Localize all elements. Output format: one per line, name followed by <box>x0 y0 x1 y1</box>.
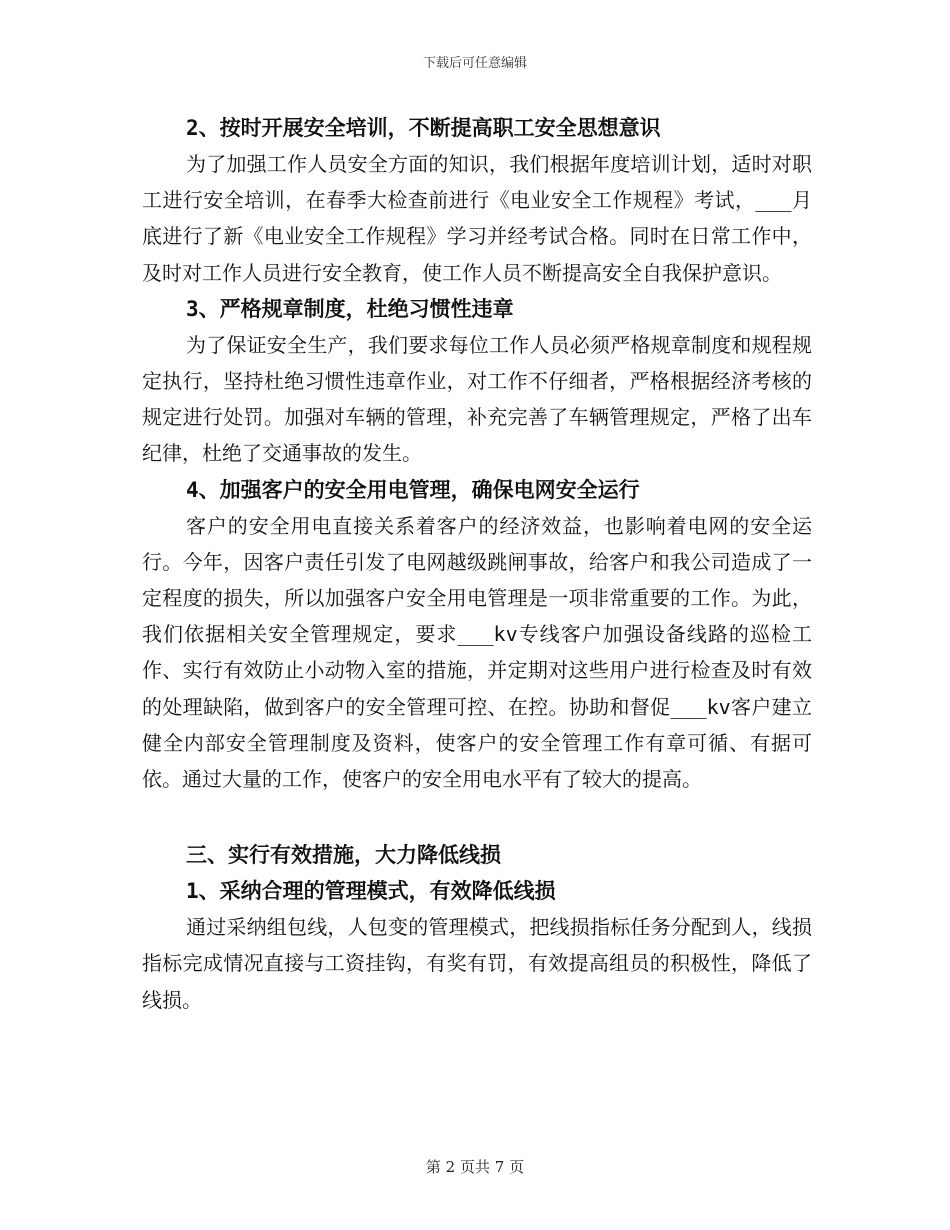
section-heading-3: 3、严格规章制度，杜绝习惯性违章 <box>186 296 514 321</box>
part-three-body: 通过采纳组包线，人包变的管理模式，把线损指标任务分配到人，线损指标完成情况直接与工资挂钩，有奖有罚，有效提高组员的积极性，降低了线损。 <box>142 915 812 1012</box>
page-footer: 第 2 页共 7 页 <box>425 1158 525 1176</box>
section-body-2: 为了加强工作人员安全方面的知识，我们根据年度培训计划，适时对职工进行安全培训，在春季大检查前进行《电业安全工作规程》考试，___月底进行了新《电业安全工作规程》学习并经考试合格。同时在日常工作中，及时对工作人员进行安全教育，使工作人员不断提高安全自我保护意识。 <box>142 152 812 285</box>
section-heading-2: 2、按时开展安全培训，不断提高职工安全思想意识 <box>186 116 661 140</box>
page-header: 下载后可任意编辑 <box>422 56 527 71</box>
section-body-3: 为了保证安全生产，我们要求每位工作人员必须严格规章制度和规程规定执行，坚持杜绝习惯性违章作业，对工作不仔细者，严格根据经济考核的规定进行处罚。加强对车辆的管理，补充完善了车辆管理规定，严格了出车纪律，杜绝了交通事故的发生。 <box>142 332 812 466</box>
section-heading-4: 4、加强客户的安全用电管理，确保电网安全运行 <box>186 477 640 502</box>
document-body <box>142 110 812 1018</box>
section-body-4: 客户的安全用电直接关系着客户的经济效益，也影响着电网的安全运行。今年，因客户责任引发了电网越级跳闸事故，给客户和我公司造成了一定程度的损失，所以加强客户安全用电管理是一项非常重要的工作。为此，我们依据相关安全管理规定，要求___kv专线客户加强设备线路的巡检工作、实行有效防止小动物入室的措施，并定期对这些用户进行检查及时有效的处理缺陷，做到客户的安全管理可控、在控。协助和督促___kv客户建立健全内部安全管理制度及资料，使客户的安全管理工作有章可循、有据可依。通过大量的工作，使客户的安全用电水平有了较大的提高。 <box>142 513 812 792</box>
part-three-heading: 三、实行有效措施，大力降低线损 <box>186 843 501 868</box>
part-three-subheading: 1、采纳合理的管理模式，有效降低线损 <box>186 879 556 904</box>
